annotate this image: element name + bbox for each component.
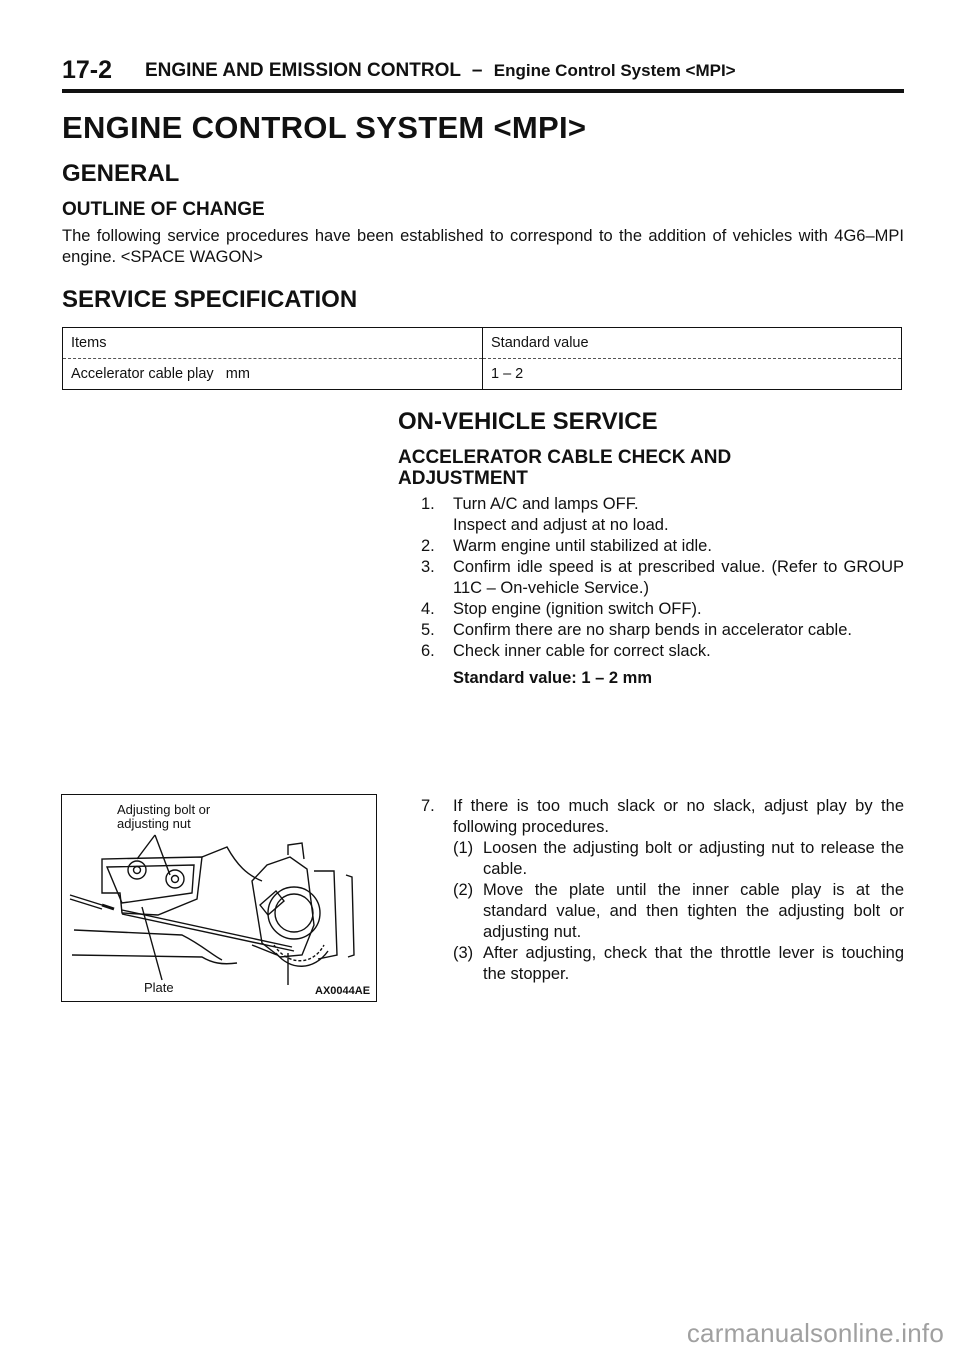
list-item: (3) After adjusting, check that the throttle lever is touching the stopper. xyxy=(453,944,904,983)
list-item: (2) Move the plate until the inner cable play is at the standard value, and then tighten the adjusting bolt or adjusting nut. xyxy=(453,881,904,941)
service-spec-table xyxy=(62,327,902,390)
column-header-standard-value: Standard value xyxy=(483,328,902,359)
procedure-steps xyxy=(421,494,904,689)
outline-heading: OUTLINE OF CHANGE xyxy=(62,199,265,220)
list-item: (1) Loosen the adjusting bolt or adjusting nut to release the cable. xyxy=(453,839,904,878)
general-heading: GENERAL xyxy=(62,160,180,187)
running-header xyxy=(145,60,736,82)
page-title: ENGINE CONTROL SYSTEM <MPI> xyxy=(62,110,587,145)
sub-steps xyxy=(421,838,904,985)
subsection-title: Engine Control System <MPI> xyxy=(493,61,736,80)
page-number: 17-2 xyxy=(62,56,113,84)
header-separator: – xyxy=(471,60,483,81)
list-item: 6. Check inner cable for correct slack. xyxy=(421,642,711,660)
label-plate: Plate xyxy=(144,980,174,995)
section-title: ENGINE AND EMISSION CONTROL xyxy=(145,60,461,81)
list-item: 4. Stop engine (ignition switch OFF). xyxy=(421,600,702,618)
accelerator-cable-heading: ACCELERATOR CABLE CHECK AND ADJUSTMENT xyxy=(398,447,732,489)
row-item: Accelerator cable play mm xyxy=(63,359,483,390)
list-item: 2. Warm engine until stabilized at idle. xyxy=(421,537,712,555)
throttle-body-figure xyxy=(61,794,377,1002)
list-item: 5. Confirm there are no sharp bends in accelerator cable. xyxy=(421,621,852,639)
column-header-items: Items xyxy=(63,328,483,359)
label-adjusting-bolt: Adjusting bolt or adjusting nut xyxy=(117,802,211,831)
on-vehicle-heading: ON-VEHICLE SERVICE xyxy=(398,408,658,435)
standard-value-note: Standard value: 1 – 2 mm xyxy=(453,669,652,687)
figure-code: AX0044AE xyxy=(315,985,371,997)
list-item: 3. Confirm idle speed is at prescribed value. (Refer to GROUP 11C – On-vehicle Service.) xyxy=(421,558,904,597)
header-rule xyxy=(62,89,904,93)
outline-text: The following service procedures have been established to correspond to the addition of vehicles with 4G6–MPI engine. <SPACE WAGON> xyxy=(62,227,904,266)
service-spec-heading: SERVICE SPECIFICATION xyxy=(62,286,358,313)
watermark: carmanualsonline.info xyxy=(686,1318,944,1348)
adjustment-steps xyxy=(421,796,904,985)
table-header-row xyxy=(63,328,902,359)
row-standard-value: 1 – 2 xyxy=(491,366,524,382)
throttle-body-drawing xyxy=(62,795,376,1001)
list-item: 1. Turn A/C and lamps OFF. Inspect and adjust at no load. xyxy=(421,495,669,534)
table-row xyxy=(63,359,902,390)
list-item: 7. If there is too much slack or no slack, adjust play by the following procedures. xyxy=(421,797,904,836)
